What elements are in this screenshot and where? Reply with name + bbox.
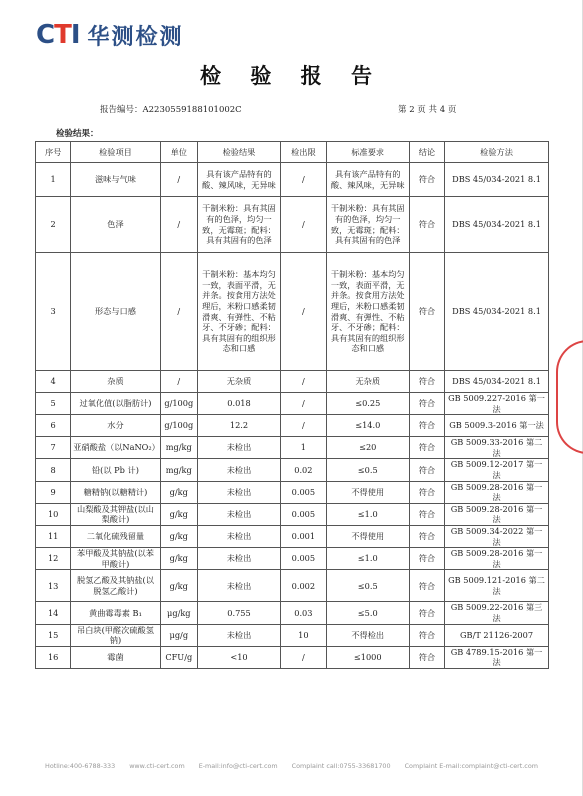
detection-limit: /: [281, 371, 327, 393]
detection-limit: 0.005: [281, 503, 327, 525]
test-item: 铅(以 Pb 计): [71, 459, 160, 481]
test-method: GB 5009.28-2016 第一法: [445, 503, 549, 525]
standard-requirement: ≤1.0: [326, 548, 409, 570]
test-method: DBS 45/034-2021 8.1: [445, 371, 549, 393]
table-header-cell: 序号: [36, 142, 71, 163]
table-header-cell: 标准要求: [326, 142, 409, 163]
test-method: GB 5009.22-2016 第三法: [445, 602, 549, 624]
detection-limit: /: [281, 253, 327, 371]
test-result: 未检出: [197, 459, 280, 481]
table-header-cell: 检验结果: [197, 142, 280, 163]
table-row: [36, 525, 549, 547]
detection-limit: /: [281, 646, 327, 668]
page-info: 第 2 页 共 4 页: [398, 105, 457, 115]
test-item: 形态与口感: [71, 253, 160, 371]
test-result: 未检出: [197, 525, 280, 547]
detection-limit: 0.005: [281, 548, 327, 570]
standard-requirement: 不得使用: [326, 481, 409, 503]
conclusion: 符合: [409, 570, 444, 602]
unit: /: [160, 197, 197, 253]
row-number: 14: [36, 602, 71, 624]
row-number: 11: [36, 525, 71, 547]
conclusion: 符合: [409, 437, 444, 459]
test-item: 霉菌: [71, 646, 160, 668]
conclusion: 符合: [409, 253, 444, 371]
test-method: GB 5009.227-2016 第一法: [445, 393, 549, 415]
table-row: [36, 481, 549, 503]
test-item: 水分: [71, 415, 160, 437]
table-header-cell: 检验项目: [71, 142, 160, 163]
conclusion: 符合: [409, 393, 444, 415]
footer-website: www.cti-cert.com: [129, 762, 185, 770]
unit: μg/g: [160, 624, 197, 646]
detection-limit: /: [281, 393, 327, 415]
logo-brand: CTI: [36, 20, 80, 50]
test-result: 干制米粉：基本均匀一致，表面平滑，无并条。按食用方法处理后，米粉口感柔韧滑爽、有弹性、不粘牙、不牙碜；配料：具有其固有的组织形态和口感: [197, 253, 280, 371]
row-number: 12: [36, 548, 71, 570]
row-number: 6: [36, 415, 71, 437]
test-method: GB/T 21126-2007: [445, 624, 549, 646]
test-method: GB 5009.12-2017 第一法: [445, 459, 549, 481]
row-number: 9: [36, 481, 71, 503]
test-method: GB 5009.28-2016 第一法: [445, 481, 549, 503]
test-method: DBS 45/034-2021 8.1: [445, 197, 549, 253]
detection-limit: 1: [281, 437, 327, 459]
test-item: 吊白块(甲醛次硫酸氢钠): [71, 624, 160, 646]
unit: g/kg: [160, 503, 197, 525]
test-result: 未检出: [197, 548, 280, 570]
table-row: [36, 437, 549, 459]
test-method: GB 5009.34-2022 第一法: [445, 525, 549, 547]
standard-requirement: 干制米粉：基本均匀一致，表面平滑，无并条。按食用方法处理后，米粉口感柔韧滑爽、有弹性、不粘牙、不牙碜；配料：具有其固有的组织形态和口感: [326, 253, 409, 371]
row-number: 5: [36, 393, 71, 415]
standard-requirement: 干制米粉：具有其固有的色泽，均匀一致，无霉斑；配料：具有其固有的色泽: [326, 197, 409, 253]
table-row: [36, 459, 549, 481]
table-row: [36, 548, 549, 570]
standard-requirement: 不得检出: [326, 624, 409, 646]
standard-requirement: ≤14.0: [326, 415, 409, 437]
standard-requirement: ≤5.0: [326, 602, 409, 624]
unit: g/kg: [160, 548, 197, 570]
table-row: [36, 253, 549, 371]
test-result: 0.018: [197, 393, 280, 415]
table-row: [36, 371, 549, 393]
conclusion: 符合: [409, 481, 444, 503]
table-header-cell: 单位: [160, 142, 197, 163]
detection-limit: /: [281, 197, 327, 253]
detection-limit: 0.02: [281, 459, 327, 481]
test-item: 杂质: [71, 371, 160, 393]
test-method: GB 4789.15-2016 第一法: [445, 646, 549, 668]
table-header-cell: 检验方法: [445, 142, 549, 163]
row-number: 8: [36, 459, 71, 481]
unit: g/kg: [160, 525, 197, 547]
test-method: DBS 45/034-2021 8.1: [445, 163, 549, 197]
test-result: 未检出: [197, 570, 280, 602]
detection-limit: 0.005: [281, 481, 327, 503]
detection-limit: 0.03: [281, 602, 327, 624]
test-result: 未检出: [197, 624, 280, 646]
test-method: GB 5009.33-2016 第二法: [445, 437, 549, 459]
results-label: 检验结果：: [56, 129, 99, 139]
unit: g/100g: [160, 393, 197, 415]
standard-requirement: ≤0.5: [326, 570, 409, 602]
test-method: GB 5009.28-2016 第一法: [445, 548, 549, 570]
table-row: [36, 602, 549, 624]
conclusion: 符合: [409, 163, 444, 197]
conclusion: 符合: [409, 602, 444, 624]
report-number: 报告编号：A2230559188101002C: [100, 105, 242, 115]
table-row: [36, 503, 549, 525]
table-row: [36, 163, 549, 197]
test-result: 未检出: [197, 437, 280, 459]
test-item: 过氧化值(以脂肪计): [71, 393, 160, 415]
test-method: GB 5009.3-2016 第一法: [445, 415, 549, 437]
table-row: [36, 393, 549, 415]
unit: mg/kg: [160, 437, 197, 459]
detection-limit: /: [281, 163, 327, 197]
row-number: 4: [36, 371, 71, 393]
standard-requirement: ≤0.5: [326, 459, 409, 481]
row-number: 1: [36, 163, 71, 197]
standard-requirement: 不得使用: [326, 525, 409, 547]
unit: /: [160, 253, 197, 371]
test-item: 苯甲酸及其钠盐(以苯甲酸计): [71, 548, 160, 570]
conclusion: 符合: [409, 548, 444, 570]
test-item: 黄曲霉毒素 B₁: [71, 602, 160, 624]
footer-complaint-email: Complaint E-mail:complaint@cti-cert.com: [404, 762, 538, 770]
test-result: 0.755: [197, 602, 280, 624]
cti-logo: [36, 22, 184, 48]
test-result: <10: [197, 646, 280, 668]
test-item: 二氧化硫残留量: [71, 525, 160, 547]
conclusion: 符合: [409, 459, 444, 481]
unit: mg/kg: [160, 459, 197, 481]
test-method: GB 5009.121-2016 第二法: [445, 570, 549, 602]
test-method: DBS 45/034-2021 8.1: [445, 253, 549, 371]
standard-requirement: ≤20: [326, 437, 409, 459]
conclusion: 符合: [409, 624, 444, 646]
test-result: 12.2: [197, 415, 280, 437]
test-item: 亚硝酸盐（以NaNO₂）: [71, 437, 160, 459]
test-item: 滋味与气味: [71, 163, 160, 197]
standard-requirement: ≤0.25: [326, 393, 409, 415]
conclusion: 符合: [409, 197, 444, 253]
detection-limit: 0.001: [281, 525, 327, 547]
unit: /: [160, 371, 197, 393]
footer: [0, 762, 583, 770]
unit: /: [160, 163, 197, 197]
conclusion: 符合: [409, 646, 444, 668]
table-row: [36, 415, 549, 437]
detection-limit: /: [281, 415, 327, 437]
conclusion: 符合: [409, 503, 444, 525]
row-number: 2: [36, 197, 71, 253]
seal-stamp: [556, 340, 583, 454]
logo-chinese-name: 华测检测: [87, 24, 184, 50]
unit: g/kg: [160, 481, 197, 503]
unit: μg/kg: [160, 602, 197, 624]
results-table: [35, 141, 549, 669]
table-header-cell: 结论: [409, 142, 444, 163]
row-number: 16: [36, 646, 71, 668]
standard-requirement: 具有该产品特有的酸、辣风味，无异味: [326, 163, 409, 197]
detection-limit: 10: [281, 624, 327, 646]
unit: CFU/g: [160, 646, 197, 668]
page-title: 检 验 报 告: [200, 63, 383, 88]
standard-requirement: ≤1000: [326, 646, 409, 668]
footer-email: E-mail:info@cti-cert.com: [198, 762, 278, 770]
unit: g/kg: [160, 570, 197, 602]
test-item: 糖精钠(以糖精计): [71, 481, 160, 503]
conclusion: 符合: [409, 415, 444, 437]
detection-limit: 0.002: [281, 570, 327, 602]
table-row: [36, 197, 549, 253]
footer-complaint-call: Complaint call:0755-33681700: [291, 762, 391, 770]
test-result: 未检出: [197, 503, 280, 525]
row-number: 13: [36, 570, 71, 602]
row-number: 15: [36, 624, 71, 646]
standard-requirement: ≤1.0: [326, 503, 409, 525]
table-row: [36, 570, 549, 602]
test-result: 干制米粉：具有其固有的色泽，均匀一致，无霉斑；配料：具有其固有的色泽: [197, 197, 280, 253]
test-item: 脱氢乙酸及其钠盐(以脱氢乙酸计): [71, 570, 160, 602]
table-row: [36, 624, 549, 646]
test-result: 无杂质: [197, 371, 280, 393]
table-header-row: [36, 142, 549, 163]
row-number: 3: [36, 253, 71, 371]
test-item: 色泽: [71, 197, 160, 253]
test-result: 具有该产品特有的酸、辣风味，无异味: [197, 163, 280, 197]
unit: g/100g: [160, 415, 197, 437]
standard-requirement: 无杂质: [326, 371, 409, 393]
conclusion: 符合: [409, 525, 444, 547]
row-number: 10: [36, 503, 71, 525]
footer-hotline: Hotline:400-6788-333: [45, 762, 116, 770]
test-result: 未检出: [197, 481, 280, 503]
table-header-cell: 检出限: [281, 142, 327, 163]
row-number: 7: [36, 437, 71, 459]
table-row: [36, 646, 549, 668]
conclusion: 符合: [409, 371, 444, 393]
test-item: 山梨酸及其钾盐(以山梨酸计): [71, 503, 160, 525]
